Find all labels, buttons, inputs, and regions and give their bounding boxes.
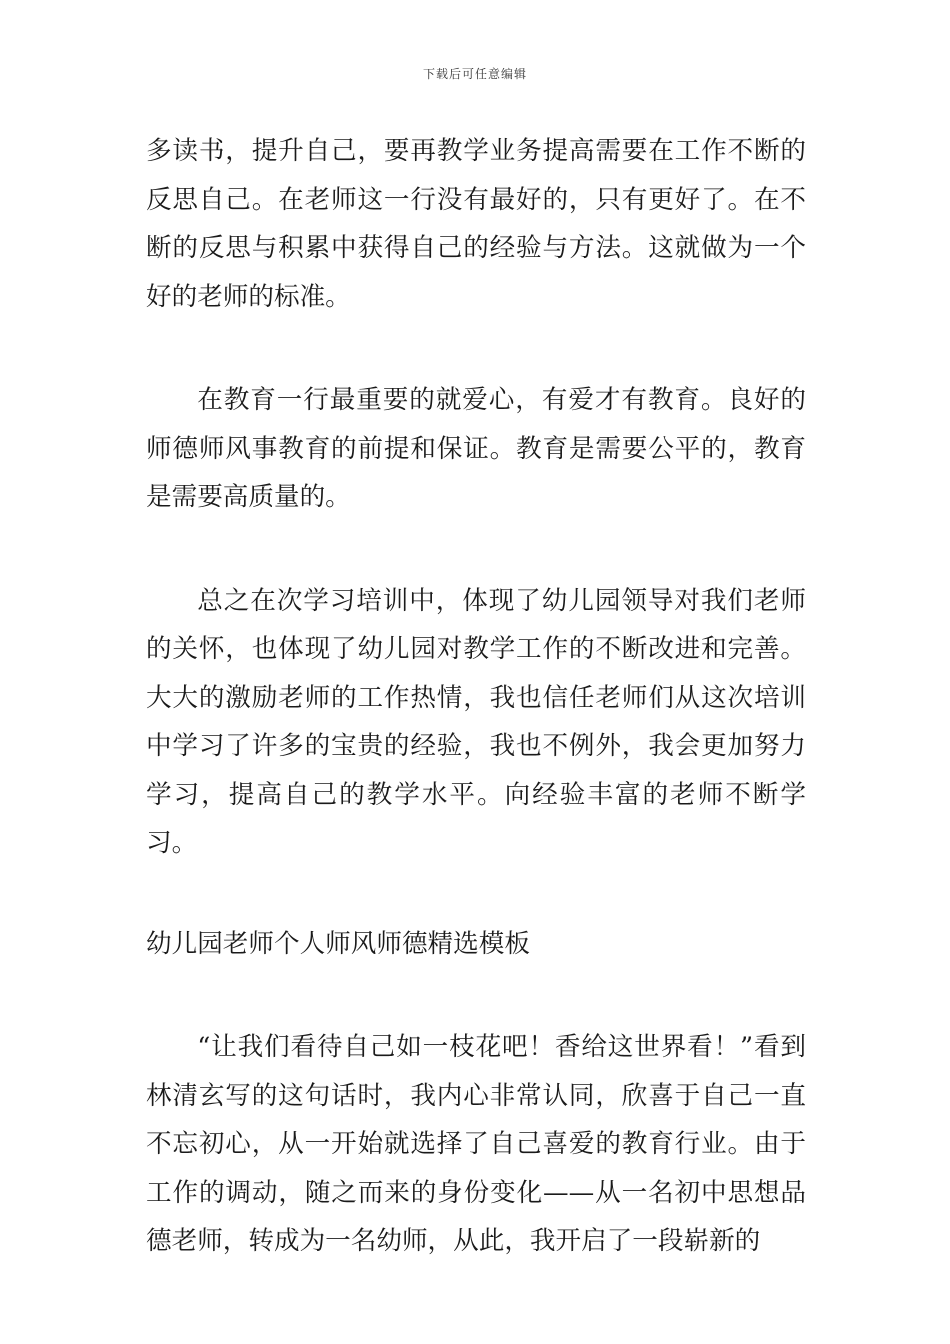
section-heading: 幼儿园老师个人师风师德精选模板 — [146, 928, 530, 959]
paragraph-gap — [146, 868, 806, 920]
paragraph-4: “让我们看待自己如一枝花吧！香给这世界看！”看到林清玄写的这句话时，我内心非常认同，欣喜于自己一直不忘初心，从一开始就选择了自己喜爱的教育行业。由于工作的调动，随之而来的身份变化——从一名初中思想品德老师，转成为一名幼师，从此，我开启了一段崭新的 — [146, 1032, 806, 1256]
paragraph-2: 在教育一行最重要的就爱心，有爱才有教育。良好的师德师风事教育的前提和保证。教育是需要公平的，教育是需要高质量的。 — [146, 385, 806, 512]
header-note: 下载后可任意编辑 — [422, 67, 527, 81]
document-body — [146, 127, 806, 1266]
paragraph-3: 总之在次学习培训中，体现了幼儿园领导对我们老师的关怀，也体现了幼儿园对教学工作的不断改进和完善。大大的激励老师的工作热情，我也信任老师们从这次培训中学习了许多的宝贵的经验，我也不例外，我会更加努力学习，提高自己的教学水平。向经验丰富的老师不断学习。 — [146, 585, 806, 858]
paragraph-gap — [146, 321, 806, 376]
paragraph-1: 多读书，提升自己，要再教学业务提高需要在工作不断的反思自己。在老师这一行没有最好的，只有更好了。在不断的反思与积累中获得自己的经验与方法。这就做为一个好的老师的标准。 — [146, 136, 806, 312]
paragraph-gap — [146, 968, 806, 1023]
paragraph-gap — [146, 522, 806, 577]
